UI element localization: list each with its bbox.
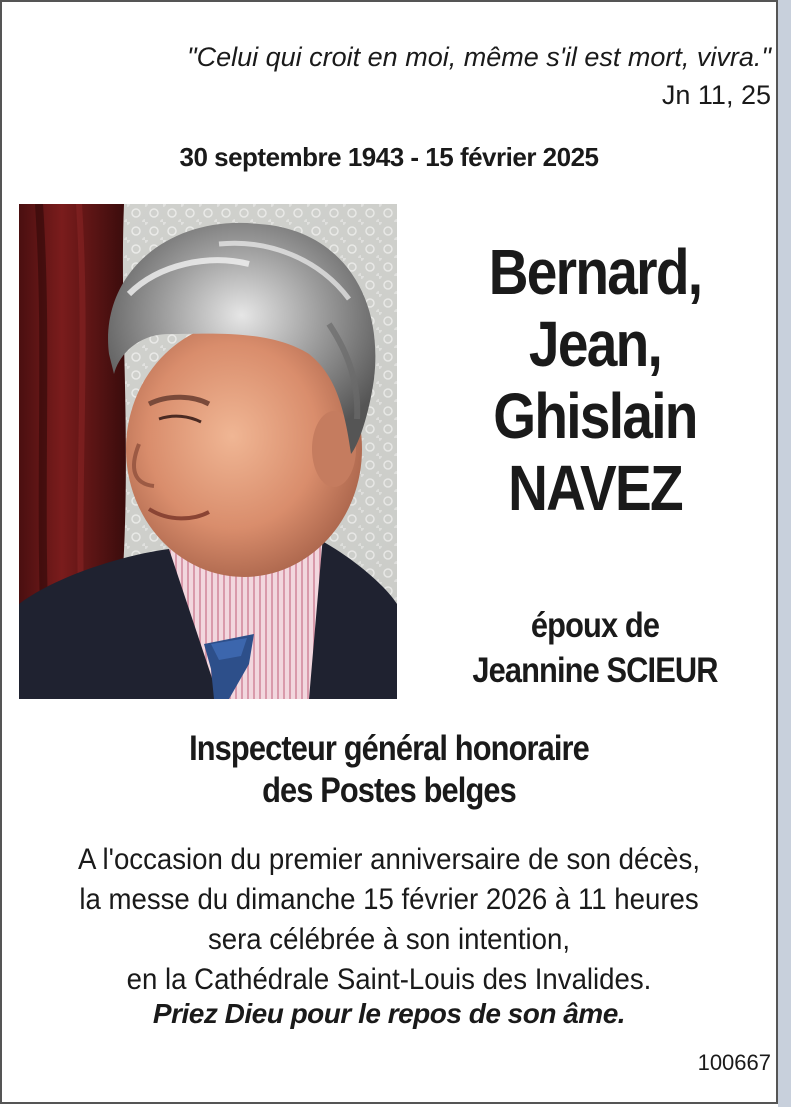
- title-line: des Postes belges: [262, 771, 516, 810]
- name-line: Jean,: [528, 308, 662, 380]
- spouse-info: [420, 603, 770, 693]
- name-line: Ghislain: [493, 380, 697, 452]
- prayer-line: Priez Dieu pour le repos de son âme.: [152, 998, 626, 1029]
- message-line: la messe du dimanche 15 février 2026 à 11 heures: [79, 883, 699, 916]
- name-line: Bernard,: [488, 236, 702, 308]
- side-margin: [778, 0, 791, 1107]
- message-line: sera célébrée à son intention,: [207, 923, 571, 956]
- mass-announcement: [0, 840, 778, 1000]
- professional-title: [0, 728, 778, 812]
- message-line: en la Cathédrale Saint-Louis des Invalides.: [126, 963, 652, 996]
- bible-quote: "Celui qui croit en moi, même s'il est mort, vivra.": [187, 42, 771, 72]
- bible-reference: Jn 11, 25: [661, 80, 771, 110]
- portrait-photo: [19, 204, 397, 699]
- spouse-line: époux de: [530, 606, 660, 645]
- deceased-name: [420, 236, 770, 524]
- spouse-line: Jeannine SCIEUR: [472, 651, 718, 690]
- surname-line: NAVEZ: [508, 452, 682, 524]
- reference-number: 100667: [697, 1050, 771, 1075]
- life-dates: 30 septembre 1943 - 15 février 2025: [179, 142, 599, 172]
- message-line: A l'occasion du premier anniversaire de son décès,: [77, 843, 701, 876]
- title-line: Inspecteur général honoraire: [189, 729, 589, 768]
